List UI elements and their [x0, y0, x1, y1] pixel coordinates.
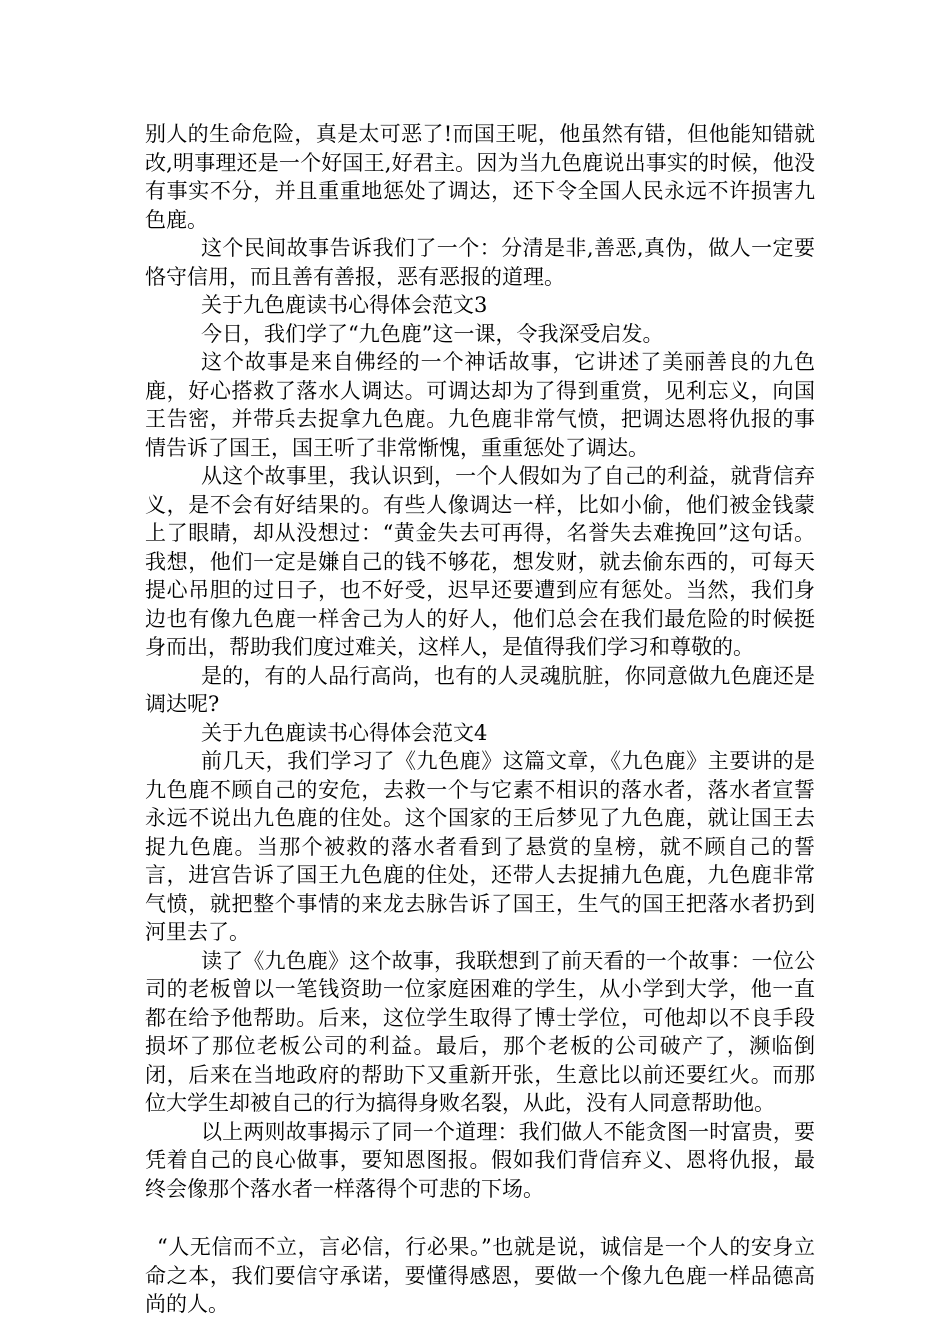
closing-paragraph: “人无信而不立，言必信，行必果。”也就是说，诚信是一个人的安身立命之本，我们要信守承诺，要懂得感恩，要做一个像九色鹿一样品德高尚的人。 [145, 1235, 815, 1316]
paragraph: 前几天，我们学习了《九色鹿》这篇文章，《九色鹿》主要讲的是九色鹿不顾自己的安危，去救一个与它素不相识的落水者，落水者宣誓永远不说出九色鹿的住处。这个国家的王后梦见了九色鹿，就让国王去捉九色鹿。当那个被救的落水者看到了悬赏的皇榜，就不顾自己的誓言，进宫告诉了国王九色鹿的住处，还带人去捉捕九色鹿，九色鹿非常气愤，就把整个事情的来龙去脉告诉了国王，生气的国王把落水者扔到河里去了。 [145, 749, 815, 944]
paragraph: 以上两则故事揭示了同一个道理：我们做人不能贪图一时富贵，要凭着自己的良心做事，要知恩图报。假如我们背信弃义、恩将仇报，最终会像那个落水者一样落得个可悲的下场。 [145, 1119, 815, 1201]
paragraph: 读了《九色鹿》这个故事，我联想到了前天看的一个故事：一位公司的老板曾以一笔钱资助一位家庭困难的学生，从小学到大学，他一直都在给予他帮助。后来，这位学生取得了博士学位，可他却以不良手段损坏了那位老板公司的利益。最后，那个老板的公司破产了，濒临倒闭，后来在当地政府的帮助下又重新开张，生意比以前还要红火。而那位大学生却被自己的行为搞得身败名裂，从此，没有人同意帮助他。 [145, 948, 815, 1115]
paragraph: 从这个故事里，我认识到，一个人假如为了自己的利益，就背信弃义，是不会有好结果的。有些人像调达一样，比如小偷，他们被金钱蒙上了眼睛，却从没想过：“黄金失去可再得，名誉失去难挽回”这句话。我想，他们一定是嫌自己的钱不够花，想发财，就去偷东西的，可每天提心吊胆的过日子，也不好受，迟早还要遭到应有惩处。当然，我们身边也有像九色鹿一样舍己为人的好人，他们总会在我们最危险的时候挺身而出，帮助我们度过难关，这样人，是值得我们学习和尊敬的。 [145, 464, 815, 659]
paragraph: 是的，有的人品行高尚，也有的人灵魂肮脏，你同意做九色鹿还是调达呢? [145, 663, 815, 716]
section-heading: 关于九色鹿读书心得体会范文3 [201, 293, 488, 317]
paragraph: 今日，我们学了“九色鹿”这一课，令我深受启发。 [201, 321, 664, 346]
section-heading: 关于九色鹿读书心得体会范文4 [201, 720, 488, 745]
document-page [145, 120, 815, 1319]
paragraph: 这个民间故事告诉我们了一个：分清是非,善恶,真伪，做人一定要恪守信用，而且善有善报，恶有恶报的道理。 [145, 236, 815, 289]
paragraph: 别人的生命危险，真是太可恶了!而国王呢，他虽然有错，但他能知错就改,明事理还是一个好国王,好君主。因为当九色鹿说出事实的时候，他没有事实不分，并且重重地惩处了调达，还下令全国人民永远不许损害九色鹿。 [145, 122, 815, 232]
spacer [145, 1203, 815, 1233]
paragraph: 这个故事是来自佛经的一个神话故事，它讲述了美丽善良的九色鹿，好心搭救了落水人调达。可调达却为了得到重赏，见利忘义，向国王告密，并带兵去捉拿九色鹿。九色鹿非常气愤，把调达恩将仇报的事情告诉了国王，国王听了非常惭愧，重重惩处了调达。 [145, 350, 815, 460]
